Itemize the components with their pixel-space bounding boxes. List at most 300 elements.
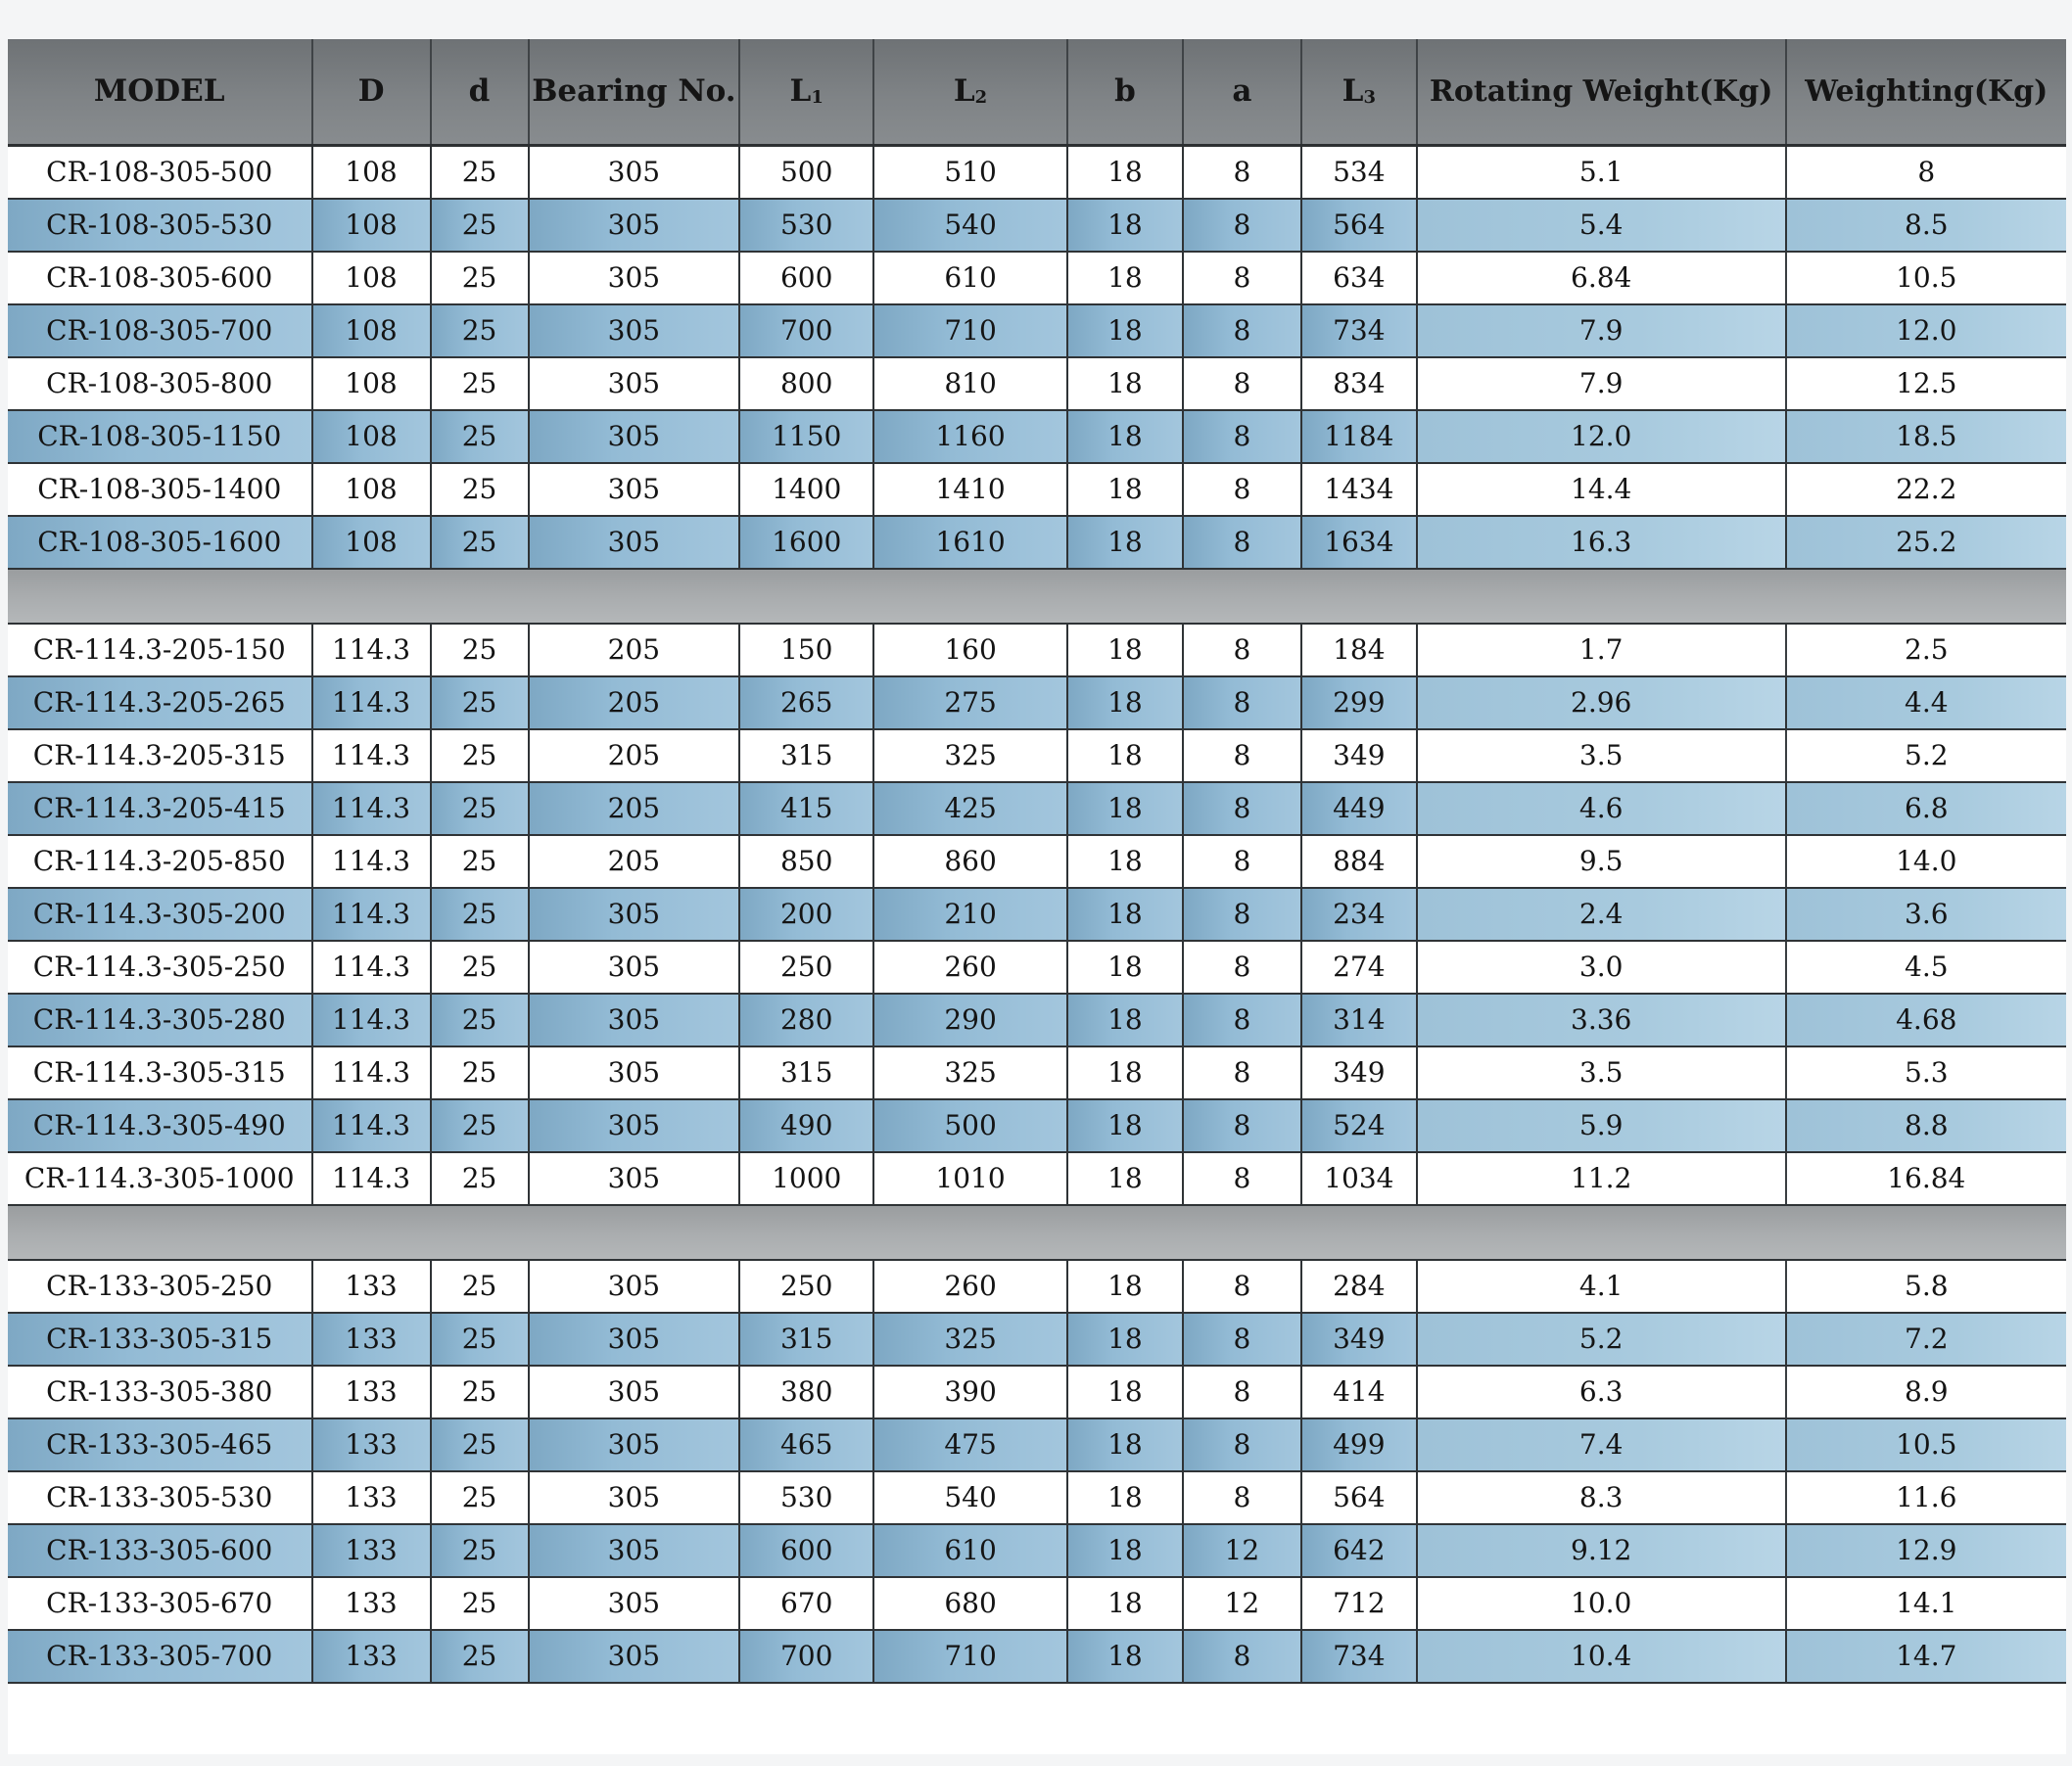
cell-model: CR-114.3-305-1000: [8, 1152, 312, 1205]
cell-rotating-weight: 3.5: [1417, 1046, 1786, 1099]
cell-rotating-weight: 6.84: [1417, 252, 1786, 304]
cell-rotating-weight: 9.5: [1417, 835, 1786, 888]
cell-b: 18: [1067, 624, 1183, 676]
cell-bearing-no: 305: [529, 145, 740, 199]
table-row: [8, 1630, 2066, 1683]
cell-b: 18: [1067, 410, 1183, 463]
cell-b: 18: [1067, 252, 1183, 304]
cell-outer-diameter: 114.3: [312, 782, 431, 835]
table-body: [8, 145, 2066, 1683]
cell-l2: 540: [873, 199, 1067, 252]
cell-weighting: 8: [1786, 145, 2066, 199]
cell-model: CR-114.3-305-250: [8, 941, 312, 994]
cell-b: 18: [1067, 782, 1183, 835]
cell-l1: 415: [739, 782, 873, 835]
cell-model: CR-108-305-800: [8, 357, 312, 410]
cell-weighting: 6.8: [1786, 782, 2066, 835]
cell-model: CR-108-305-500: [8, 145, 312, 199]
cell-l2: 325: [873, 729, 1067, 782]
cell-shaft-diameter: 25: [431, 1260, 529, 1313]
cell-bearing-no: 305: [529, 1260, 740, 1313]
cell-b: 18: [1067, 1046, 1183, 1099]
cell-a: 8: [1183, 994, 1301, 1046]
cell-bearing-no: 305: [529, 1152, 740, 1205]
table-row: [8, 729, 2066, 782]
cell-a: 8: [1183, 1313, 1301, 1366]
cell-l2: 1410: [873, 463, 1067, 516]
cell-b: 18: [1067, 463, 1183, 516]
cell-a: 12: [1183, 1577, 1301, 1630]
cell-b: 18: [1067, 1099, 1183, 1152]
cell-weighting: 4.4: [1786, 676, 2066, 729]
cell-a: 8: [1183, 624, 1301, 676]
cell-l1: 700: [739, 304, 873, 357]
cell-model: CR-114.3-305-315: [8, 1046, 312, 1099]
cell-b: 18: [1067, 1313, 1183, 1366]
cell-b: 18: [1067, 516, 1183, 569]
cell-b: 18: [1067, 1260, 1183, 1313]
header-l3: [1301, 39, 1417, 145]
cell-l3: 634: [1301, 252, 1417, 304]
table-row: [8, 941, 2066, 994]
cell-rotating-weight: 11.2: [1417, 1152, 1786, 1205]
cell-shaft-diameter: 25: [431, 516, 529, 569]
cell-rotating-weight: 5.4: [1417, 199, 1786, 252]
cell-rotating-weight: 5.1: [1417, 145, 1786, 199]
table-row: [8, 1524, 2066, 1577]
cell-outer-diameter: 114.3: [312, 624, 431, 676]
table-row: [8, 1152, 2066, 1205]
cell-shaft-diameter: 25: [431, 1313, 529, 1366]
cell-bearing-no: 205: [529, 729, 740, 782]
cell-a: 8: [1183, 782, 1301, 835]
cell-a: 8: [1183, 729, 1301, 782]
cell-bearing-no: 305: [529, 1577, 740, 1630]
cell-outer-diameter: 133: [312, 1313, 431, 1366]
cell-outer-diameter: 133: [312, 1366, 431, 1418]
cell-b: 18: [1067, 941, 1183, 994]
cell-bearing-no: 305: [529, 357, 740, 410]
cell-rotating-weight: 7.9: [1417, 357, 1786, 410]
cell-shaft-diameter: 25: [431, 941, 529, 994]
cell-l2: 260: [873, 1260, 1067, 1313]
cell-a: 8: [1183, 1630, 1301, 1683]
cell-rotating-weight: 8.3: [1417, 1471, 1786, 1524]
cell-outer-diameter: 114.3: [312, 676, 431, 729]
header-l2: [873, 39, 1067, 145]
cell-shaft-diameter: 25: [431, 1046, 529, 1099]
cell-rotating-weight: 3.5: [1417, 729, 1786, 782]
cell-bearing-no: 305: [529, 1630, 740, 1683]
cell-weighting: 10.5: [1786, 1418, 2066, 1471]
cell-l1: 280: [739, 994, 873, 1046]
cell-b: 18: [1067, 994, 1183, 1046]
cell-a: 8: [1183, 516, 1301, 569]
cell-l1: 670: [739, 1577, 873, 1630]
cell-a: 8: [1183, 941, 1301, 994]
cell-outer-diameter: 108: [312, 199, 431, 252]
cell-weighting: 8.5: [1786, 199, 2066, 252]
cell-bearing-no: 305: [529, 941, 740, 994]
cell-b: 18: [1067, 199, 1183, 252]
cell-a: 8: [1183, 888, 1301, 941]
table-row: [8, 676, 2066, 729]
cell-bearing-no: 205: [529, 676, 740, 729]
cell-l1: 315: [739, 1046, 873, 1099]
cell-l3: 234: [1301, 888, 1417, 941]
cell-weighting: 14.1: [1786, 1577, 2066, 1630]
cell-shaft-diameter: 25: [431, 1418, 529, 1471]
group-separator: [8, 569, 2066, 624]
cell-shaft-diameter: 25: [431, 1471, 529, 1524]
cell-l2: 860: [873, 835, 1067, 888]
cell-l2: 260: [873, 941, 1067, 994]
cell-rotating-weight: 3.0: [1417, 941, 1786, 994]
cell-l3: 884: [1301, 835, 1417, 888]
cell-weighting: 7.2: [1786, 1313, 2066, 1366]
header-l1-sub: 1: [811, 87, 824, 109]
cell-weighting: 4.68: [1786, 994, 2066, 1046]
cell-shaft-diameter: 25: [431, 1524, 529, 1577]
cell-shaft-diameter: 25: [431, 994, 529, 1046]
group-separator: [8, 1205, 2066, 1260]
cell-l1: 500: [739, 145, 873, 199]
cell-l3: 1034: [1301, 1152, 1417, 1205]
cell-l3: 499: [1301, 1418, 1417, 1471]
table-row: [8, 1099, 2066, 1152]
cell-a: 8: [1183, 1471, 1301, 1524]
cell-b: 18: [1067, 729, 1183, 782]
cell-weighting: 14.7: [1786, 1630, 2066, 1683]
cell-shaft-diameter: 25: [431, 304, 529, 357]
table-row: [8, 1577, 2066, 1630]
cell-rotating-weight: 5.9: [1417, 1099, 1786, 1152]
cell-l2: 680: [873, 1577, 1067, 1630]
table-row: [8, 252, 2066, 304]
cell-rotating-weight: 5.2: [1417, 1313, 1786, 1366]
cell-shaft-diameter: 25: [431, 1152, 529, 1205]
cell-rotating-weight: 16.3: [1417, 516, 1786, 569]
cell-rotating-weight: 12.0: [1417, 410, 1786, 463]
header-l2-sub: 2: [974, 87, 988, 109]
cell-l1: 465: [739, 1418, 873, 1471]
cell-l3: 314: [1301, 994, 1417, 1046]
cell-weighting: 25.2: [1786, 516, 2066, 569]
cell-weighting: 2.5: [1786, 624, 2066, 676]
header-l1: [739, 39, 873, 145]
cell-a: 8: [1183, 357, 1301, 410]
cell-a: 8: [1183, 1418, 1301, 1471]
cell-l3: 1434: [1301, 463, 1417, 516]
cell-model: CR-114.3-305-490: [8, 1099, 312, 1152]
cell-bearing-no: 205: [529, 782, 740, 835]
cell-weighting: 22.2: [1786, 463, 2066, 516]
table-row: [8, 145, 2066, 199]
cell-bearing-no: 305: [529, 994, 740, 1046]
cell-rotating-weight: 14.4: [1417, 463, 1786, 516]
cell-l3: 1184: [1301, 410, 1417, 463]
cell-shaft-diameter: 25: [431, 729, 529, 782]
table-header: [8, 39, 2066, 145]
cell-b: 18: [1067, 1577, 1183, 1630]
cell-l1: 265: [739, 676, 873, 729]
cell-l1: 1150: [739, 410, 873, 463]
cell-l2: 810: [873, 357, 1067, 410]
cell-model: CR-114.3-205-850: [8, 835, 312, 888]
table-row: [8, 199, 2066, 252]
cell-weighting: 5.2: [1786, 729, 2066, 782]
cell-shaft-diameter: 25: [431, 1577, 529, 1630]
cell-l2: 390: [873, 1366, 1067, 1418]
table-row: [8, 1471, 2066, 1524]
cell-rotating-weight: 9.12: [1417, 1524, 1786, 1577]
cell-model: CR-133-305-380: [8, 1366, 312, 1418]
header-l1-main: L: [789, 73, 812, 110]
table-row: [8, 463, 2066, 516]
table-row: [8, 624, 2066, 676]
cell-rotating-weight: 7.9: [1417, 304, 1786, 357]
cell-l2: 500: [873, 1099, 1067, 1152]
cell-l2: 510: [873, 145, 1067, 199]
cell-outer-diameter: 114.3: [312, 1099, 431, 1152]
cell-weighting: 12.5: [1786, 357, 2066, 410]
cell-shaft-diameter: 25: [431, 1630, 529, 1683]
cell-l2: 540: [873, 1471, 1067, 1524]
header-a: a: [1183, 39, 1301, 145]
cell-l3: 564: [1301, 1471, 1417, 1524]
cell-b: 18: [1067, 357, 1183, 410]
cell-l3: 712: [1301, 1577, 1417, 1630]
cell-weighting: 8.8: [1786, 1099, 2066, 1152]
cell-l1: 1600: [739, 516, 873, 569]
cell-l1: 850: [739, 835, 873, 888]
cell-rotating-weight: 1.7: [1417, 624, 1786, 676]
cell-model: CR-114.3-205-265: [8, 676, 312, 729]
cell-rotating-weight: 10.4: [1417, 1630, 1786, 1683]
cell-outer-diameter: 114.3: [312, 729, 431, 782]
header-row: [8, 39, 2066, 145]
cell-model: CR-114.3-205-415: [8, 782, 312, 835]
cell-b: 18: [1067, 145, 1183, 199]
cell-outer-diameter: 133: [312, 1577, 431, 1630]
cell-bearing-no: 305: [529, 410, 740, 463]
cell-l1: 530: [739, 199, 873, 252]
cell-l3: 564: [1301, 199, 1417, 252]
cell-outer-diameter: 133: [312, 1260, 431, 1313]
cell-a: 12: [1183, 1524, 1301, 1577]
cell-weighting: 12.9: [1786, 1524, 2066, 1577]
cell-l1: 600: [739, 1524, 873, 1577]
cell-l1: 490: [739, 1099, 873, 1152]
cell-shaft-diameter: 25: [431, 145, 529, 199]
cell-l3: 349: [1301, 1046, 1417, 1099]
table-row: [8, 1046, 2066, 1099]
cell-model: CR-108-305-1150: [8, 410, 312, 463]
cell-l1: 1400: [739, 463, 873, 516]
cell-a: 8: [1183, 145, 1301, 199]
cell-model: CR-114.3-205-150: [8, 624, 312, 676]
cell-bearing-no: 205: [529, 624, 740, 676]
cell-weighting: 16.84: [1786, 1152, 2066, 1205]
cell-weighting: 18.5: [1786, 410, 2066, 463]
cell-bearing-no: 205: [529, 835, 740, 888]
cell-outer-diameter: 108: [312, 410, 431, 463]
cell-l2: 1610: [873, 516, 1067, 569]
cell-l1: 250: [739, 1260, 873, 1313]
cell-a: 8: [1183, 1260, 1301, 1313]
cell-shaft-diameter: 25: [431, 463, 529, 516]
table-row: [8, 994, 2066, 1046]
cell-model: CR-133-305-315: [8, 1313, 312, 1366]
cell-l1: 1000: [739, 1152, 873, 1205]
cell-l2: 275: [873, 676, 1067, 729]
header-shaft-diameter: d: [431, 39, 529, 145]
cell-a: 8: [1183, 1099, 1301, 1152]
cell-bearing-no: 305: [529, 1366, 740, 1418]
cell-l2: 610: [873, 252, 1067, 304]
cell-l2: 475: [873, 1418, 1067, 1471]
cell-l2: 325: [873, 1313, 1067, 1366]
cell-rotating-weight: 10.0: [1417, 1577, 1786, 1630]
cell-l3: 642: [1301, 1524, 1417, 1577]
cell-l3: 1634: [1301, 516, 1417, 569]
cell-model: CR-114.3-305-280: [8, 994, 312, 1046]
table-row: [8, 357, 2066, 410]
cell-weighting: 12.0: [1786, 304, 2066, 357]
cell-rotating-weight: 4.1: [1417, 1260, 1786, 1313]
header-l3-sub: 3: [1363, 87, 1376, 109]
cell-l3: 284: [1301, 1260, 1417, 1313]
group-separator-cell: [8, 569, 2066, 624]
cell-rotating-weight: 2.96: [1417, 676, 1786, 729]
cell-outer-diameter: 114.3: [312, 835, 431, 888]
cell-l1: 530: [739, 1471, 873, 1524]
cell-outer-diameter: 133: [312, 1418, 431, 1471]
cell-model: CR-114.3-305-200: [8, 888, 312, 941]
cell-l2: 210: [873, 888, 1067, 941]
table-row: [8, 1313, 2066, 1366]
header-b: b: [1067, 39, 1183, 145]
cell-b: 18: [1067, 1366, 1183, 1418]
cell-l1: 250: [739, 941, 873, 994]
cell-l3: 184: [1301, 624, 1417, 676]
header-weighting: Weighting(Kg): [1786, 39, 2066, 145]
table-row: [8, 835, 2066, 888]
cell-outer-diameter: 133: [312, 1630, 431, 1683]
cell-outer-diameter: 108: [312, 516, 431, 569]
cell-b: 18: [1067, 1152, 1183, 1205]
cell-model: CR-108-305-700: [8, 304, 312, 357]
cell-l2: 290: [873, 994, 1067, 1046]
cell-a: 8: [1183, 463, 1301, 516]
cell-outer-diameter: 108: [312, 357, 431, 410]
cell-outer-diameter: 133: [312, 1524, 431, 1577]
table-row: [8, 782, 2066, 835]
cell-shaft-diameter: 25: [431, 782, 529, 835]
cell-a: 8: [1183, 676, 1301, 729]
cell-model: CR-133-305-465: [8, 1418, 312, 1471]
cell-l1: 600: [739, 252, 873, 304]
cell-l2: 710: [873, 304, 1067, 357]
cell-rotating-weight: 7.4: [1417, 1418, 1786, 1471]
cell-bearing-no: 305: [529, 1418, 740, 1471]
cell-a: 8: [1183, 410, 1301, 463]
cell-b: 18: [1067, 835, 1183, 888]
cell-l2: 1160: [873, 410, 1067, 463]
cell-a: 8: [1183, 304, 1301, 357]
cell-model: CR-133-305-700: [8, 1630, 312, 1683]
cell-a: 8: [1183, 1046, 1301, 1099]
cell-model: CR-108-305-600: [8, 252, 312, 304]
cell-model: CR-114.3-205-315: [8, 729, 312, 782]
group-separator-cell: [8, 1205, 2066, 1260]
cell-b: 18: [1067, 888, 1183, 941]
cell-l3: 534: [1301, 145, 1417, 199]
cell-b: 18: [1067, 1418, 1183, 1471]
table-row: [8, 1260, 2066, 1313]
header-rotating-weight: Rotating Weight(Kg): [1417, 39, 1786, 145]
cell-l3: 734: [1301, 304, 1417, 357]
cell-b: 18: [1067, 1471, 1183, 1524]
cell-l2: 425: [873, 782, 1067, 835]
cell-l3: 449: [1301, 782, 1417, 835]
cell-bearing-no: 305: [529, 199, 740, 252]
cell-outer-diameter: 108: [312, 252, 431, 304]
cell-l1: 800: [739, 357, 873, 410]
cell-weighting: 8.9: [1786, 1366, 2066, 1418]
cell-l2: 710: [873, 1630, 1067, 1683]
cell-bearing-no: 305: [529, 1046, 740, 1099]
spec-sheet: [8, 39, 2066, 1754]
cell-shaft-diameter: 25: [431, 410, 529, 463]
cell-outer-diameter: 114.3: [312, 1046, 431, 1099]
cell-bearing-no: 305: [529, 888, 740, 941]
cell-l1: 315: [739, 729, 873, 782]
cell-bearing-no: 305: [529, 304, 740, 357]
cell-outer-diameter: 108: [312, 463, 431, 516]
cell-b: 18: [1067, 304, 1183, 357]
header-l3-main: L: [1342, 73, 1364, 110]
cell-b: 18: [1067, 1524, 1183, 1577]
cell-bearing-no: 305: [529, 1471, 740, 1524]
cell-l2: 325: [873, 1046, 1067, 1099]
cell-model: CR-133-305-530: [8, 1471, 312, 1524]
cell-model: CR-133-305-250: [8, 1260, 312, 1313]
cell-l1: 700: [739, 1630, 873, 1683]
cell-rotating-weight: 4.6: [1417, 782, 1786, 835]
cell-shaft-diameter: 25: [431, 624, 529, 676]
cell-l3: 349: [1301, 729, 1417, 782]
cell-l3: 414: [1301, 1366, 1417, 1418]
cell-l1: 380: [739, 1366, 873, 1418]
cell-bearing-no: 305: [529, 1524, 740, 1577]
cell-model: CR-108-305-1600: [8, 516, 312, 569]
cell-l3: 834: [1301, 357, 1417, 410]
header-model: MODEL: [8, 39, 312, 145]
cell-l3: 274: [1301, 941, 1417, 994]
cell-outer-diameter: 114.3: [312, 888, 431, 941]
table-row: [8, 888, 2066, 941]
cell-l3: 734: [1301, 1630, 1417, 1683]
cell-shaft-diameter: 25: [431, 835, 529, 888]
cell-a: 8: [1183, 199, 1301, 252]
table-row: [8, 516, 2066, 569]
cell-shaft-diameter: 25: [431, 1366, 529, 1418]
cell-shaft-diameter: 25: [431, 357, 529, 410]
cell-bearing-no: 305: [529, 1313, 740, 1366]
cell-a: 8: [1183, 835, 1301, 888]
cell-l2: 610: [873, 1524, 1067, 1577]
